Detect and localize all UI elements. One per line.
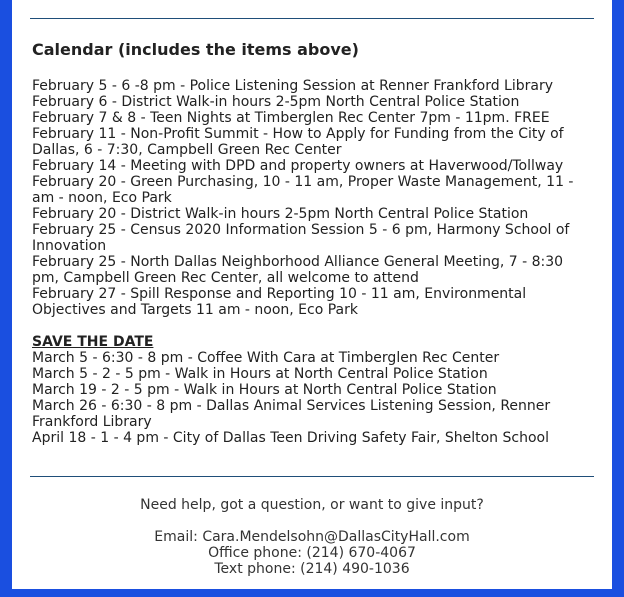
email-link[interactable]: Cara.Mendelsohn@DallasCityHall.com [202, 529, 470, 545]
event-item: February 5 - 6 -8 pm - Police Listening Session at Renner Frankford Library [32, 78, 554, 94]
event-item: March 26 - 6:30 - 8 pm - Dallas Animal Services Listening Session, Renner Frankford Library [32, 398, 551, 430]
bottom-divider [30, 476, 594, 477]
event-item: February 25 - North Dallas Neighborhood Alliance General Meeting, 7 - 8:30 pm, Campbell Green Rec Center, all welcome to attend [32, 254, 564, 286]
help-prompt: Need help, got a question, or want to give input? [140, 497, 484, 513]
contact-footer [12, 497, 612, 577]
email-line [12, 529, 612, 545]
event-item: February 25 - Census 2020 Information Session 5 - 6 pm, Harmony School of Innovation [32, 222, 570, 254]
office-phone: Office phone: (214) 670-4067 [208, 545, 416, 561]
email-label: Email: [154, 529, 203, 545]
event-item: March 5 - 6:30 - 8 pm - Coffee With Cara at Timberglen Rec Center [32, 350, 500, 366]
event-item: February 7 & 8 - Teen Nights at Timberglen Rec Center 7pm - 11pm. FREE [32, 110, 550, 126]
text-phone: Text phone: (214) 490-1036 [214, 561, 410, 577]
event-item: February 6 - District Walk-in hours 2-5pm North Central Police Station [32, 94, 520, 110]
save-the-date-list [32, 350, 594, 446]
save-the-date-heading: SAVE THE DATE [32, 334, 154, 350]
calendar-heading: Calendar (includes the items above) [32, 40, 359, 59]
event-item: February 20 - Green Purchasing, 10 - 11 am, Proper Waste Management, 11 - am - noon, Eco Park [32, 174, 574, 206]
newsletter-panel [12, 0, 612, 589]
event-item: April 18 - 1 - 4 pm - City of Dallas Teen Driving Safety Fair, Shelton School [32, 430, 549, 446]
event-item: February 27 - Spill Response and Reporting 10 - 11 am, Environmental Objectives and Targets 11 am - noon, Eco Park [32, 286, 527, 318]
event-item: March 19 - 2 - 5 pm - Walk in Hours at North Central Police Station [32, 382, 497, 398]
calendar-section [32, 38, 594, 446]
top-divider [30, 18, 594, 19]
event-item: February 20 - District Walk-in hours 2-5pm North Central Police Station [32, 206, 529, 222]
event-item: February 11 - Non-Profit Summit - How to Apply for Funding from the City of Dallas, 6 - 7:30, Campbell Green Rec Center [32, 126, 564, 158]
event-item: March 5 - 2 - 5 pm - Walk in Hours at North Central Police Station [32, 366, 488, 382]
february-event-list [32, 78, 594, 318]
event-item: February 14 - Meeting with DPD and property owners at Haverwood/Tollway [32, 158, 564, 174]
